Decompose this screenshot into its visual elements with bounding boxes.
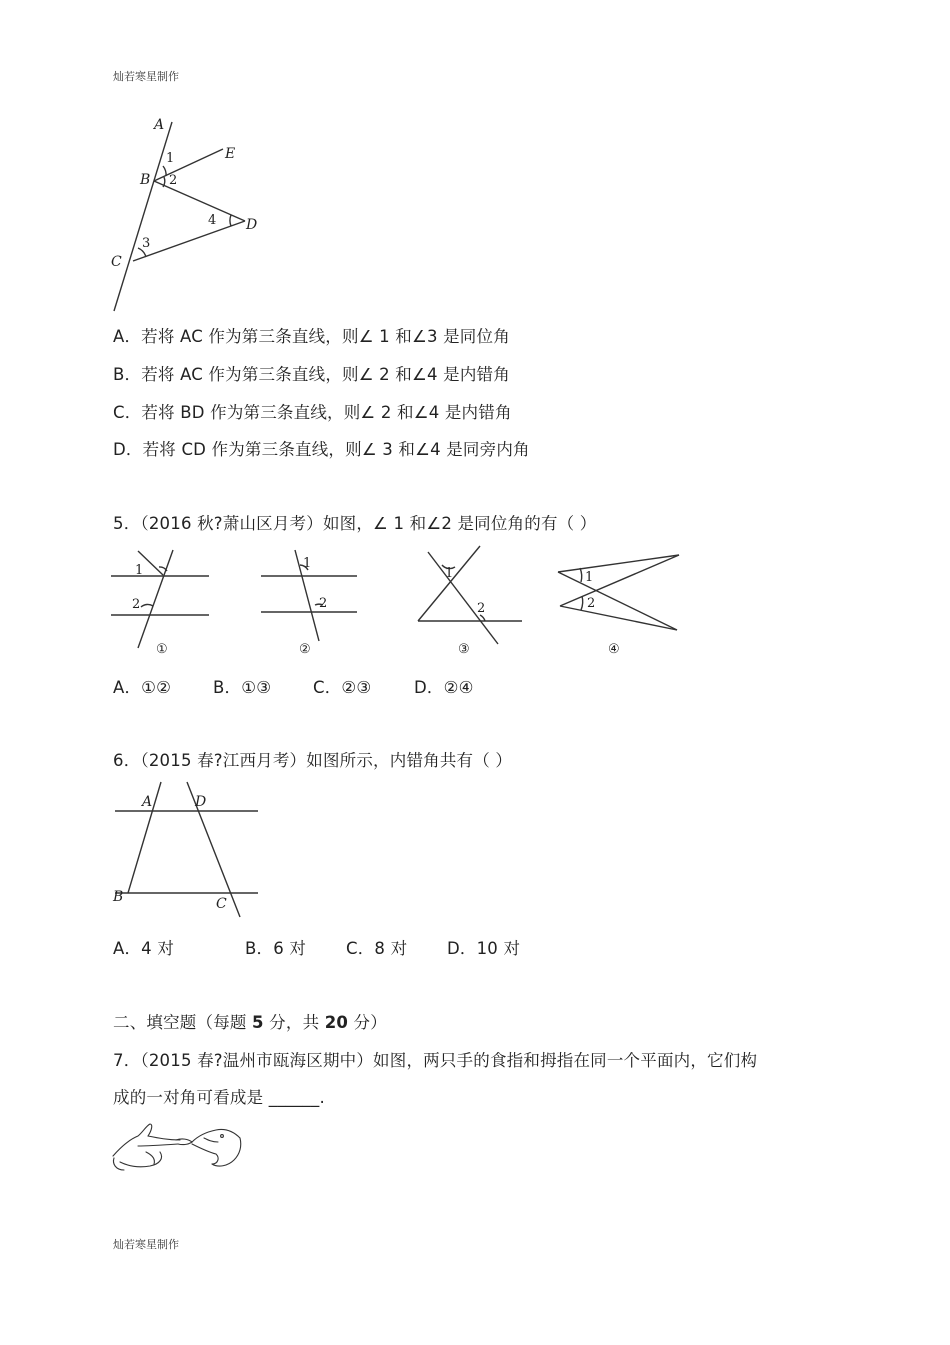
q7-hands-figure	[108, 1118, 248, 1182]
q5-fig1-label-1: 1	[135, 563, 144, 578]
label-A: A	[154, 117, 165, 133]
q6-figure	[105, 780, 275, 929]
q4-diagram	[100, 108, 280, 318]
q5-figure-4	[550, 545, 690, 664]
arc-1	[163, 166, 166, 176]
label-angle-3: 3	[142, 236, 151, 251]
arc-4	[230, 215, 231, 226]
header-maker: 灿若寒星制作	[113, 70, 179, 83]
label-D: D	[246, 217, 258, 233]
q5-fig2-label-2: 2	[319, 596, 328, 611]
q5-figure-1	[105, 545, 215, 664]
ray-be	[154, 149, 223, 181]
q5-fig3-label-2: 2	[477, 601, 486, 616]
q6-option-b: B．6 对	[245, 939, 307, 958]
q6-label-C: C	[216, 896, 227, 912]
q5-stem: 5．（2016 秋?萧山区月考）如图，∠ 1 和∠2 是同位角的有（ ）	[113, 514, 597, 533]
q6-option-c: C．8 对	[346, 939, 408, 958]
q5-figure-3	[410, 540, 550, 664]
q4-option-b: B．若将 AC 作为第三条直线，则∠ 2 和∠4 是内错角	[113, 365, 510, 384]
q5-fig4-caption: ④	[608, 642, 620, 657]
q5-figure-2	[255, 545, 365, 664]
label-C: C	[111, 254, 122, 270]
label-angle-4: 4	[208, 213, 217, 228]
label-E: E	[225, 146, 236, 162]
q6-label-B: B	[113, 889, 124, 905]
q5-option-d: D．②④	[414, 678, 474, 697]
label-B: B	[140, 172, 151, 188]
q5-fig2-caption: ②	[299, 642, 311, 657]
q4-option-a: A．若将 AC 作为第三条直线，则∠ 1 和∠3 是同位角	[113, 327, 510, 346]
footer-maker: 灿若寒星制作	[113, 1238, 179, 1251]
q5-fig3-label-1: 1	[445, 566, 454, 581]
q5-option-b: B．①③	[213, 678, 272, 697]
segment-bd	[154, 181, 245, 221]
q5-fig4-label-1: 1	[585, 570, 594, 585]
q6-label-A: A	[142, 794, 153, 810]
section-heading: 二、填空题（每题 5 分，共 20 分）	[113, 1013, 387, 1032]
q5-fig1-caption: ①	[156, 642, 168, 657]
q6-option-a: A．4 对	[113, 939, 175, 958]
label-angle-2: 2	[169, 173, 178, 188]
q5-fig4-label-2: 2	[587, 596, 596, 611]
q6-stem: 6．（2015 春?江西月考）如图所示，内错角共有（ ）	[113, 751, 513, 770]
q7-line-1: 7．（2015 春?温州市瓯海区期中）如图，两只手的食指和拇指在同一个平面内，它们构	[113, 1051, 758, 1070]
q5-fig2-label-1: 1	[303, 556, 312, 571]
q7-line-2: 成的一对角可看成是 ______.	[113, 1088, 325, 1107]
q4-option-d: D．若将 CD 作为第三条直线，则∠ 3 和∠4 是同旁内角	[113, 440, 530, 459]
line-ac	[114, 122, 175, 311]
q5-option-c: C．②③	[313, 678, 372, 697]
q4-option-c: C．若将 BD 作为第三条直线，则∠ 2 和∠4 是内错角	[113, 403, 512, 422]
hands-sketch	[108, 1118, 248, 1178]
q5-option-a: A．①②	[113, 678, 172, 697]
q6-label-D: D	[195, 794, 207, 810]
q5-fig3-caption: ③	[458, 642, 470, 657]
label-angle-1: 1	[166, 151, 175, 166]
q4-figure	[100, 108, 280, 322]
arc-2	[163, 177, 165, 187]
q5-fig1-label-2: 2	[132, 597, 141, 612]
q6-option-d: D．10 对	[447, 939, 521, 958]
